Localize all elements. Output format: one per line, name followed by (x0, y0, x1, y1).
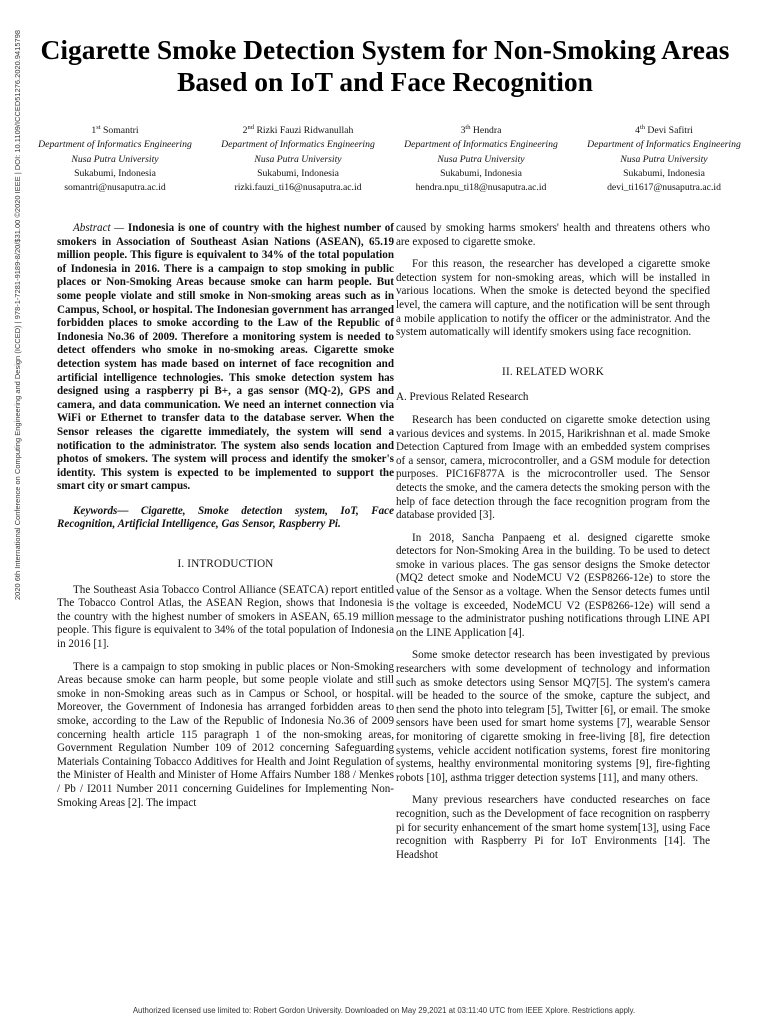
author-block-4 (571, 124, 757, 195)
author-university: Nusa Putra University (620, 153, 708, 165)
license-footer: Authorized licensed use limited to: Robert Gordon University. Downloaded on May 29,2021 at 03:11:40 UTC from IEEE Xplore. Restrictions apply. (132, 1006, 636, 1015)
author-email: devi_ti1617@nusaputra.ac.id (607, 182, 721, 194)
author-city: Sukabumi, Indonesia (440, 167, 522, 179)
intro-paragraph: The Southeast Asia Tobacco Control Alliance (SEATCA) report entitled The Tobacco Control Atlas, the ASEAN Region, shows that Indonesia is the country with the highest number of smokers in ASEAN, 65.19 million people. This figure is equivalent to 34% of the total population of Indonesia in 2016 [1]. (57, 583, 394, 651)
abstract-text: Indonesia is one of country with the highest number of smokers in Association of Southeast Asian Nations (ASEAN), 65.19 million people. This figure is equivalent to 34% of the total population of Indonesia in 2016. There is a campaign to stop smoking in public places or Non-Smoking Areas because smoke can harm people. But some people violate and still smoke in Non-smoking areas such as in Campus, School, or hospital. The Indonesian government has arranged forbidden places to smoke according to the Law of the Republic of Indonesia No.36 of 2009. Therefore a monitoring system is needed to detect offenders who smoke in no-smoking areas. Cigarette smoke detection system has made based on internet of face recognition and artificial intelligence technologies. This smoke detection system has designed using a raspberry pi B+, a gas sensor (MQ-2), GPS and camera, and data communication. We need an internet connection via WiFi or Ethernet to transfer data to the database server. When the Sensor releases the cigarette immediately, the system will send a notification to the administrator. The system also sends location and photos of smokers. The system will process and identify the smoker's identity. This system is expected to be implemented to support the smart city or smart campus. (57, 222, 394, 493)
author-department: Department of Informatics Engineering (38, 139, 192, 151)
keywords (57, 505, 394, 532)
keywords-text: Cigarette, Smoke detection system, IoT, Face Recognition, Artificial Intelligence, Gas Sensor, Raspberry Pi. (57, 504, 394, 531)
abstract: Abstract — Indonesia is one of country with the highest number of smokers in Association of Southeast Asian Nations (ASEAN), 65.19 million people. This figure is equivalent to 34% of the total population of Indonesia in 2016. There is a campaign to stop smoking in public places or Non-Smoking Areas because smoke can harm people. But some people violate and still smoke in Non-smoking areas such as in Campus, School, or hospital. The Indonesian government has arranged forbidden places to smoke according to the Law of the Republic of Indonesia No.36 of 2009. Therefore a monitoring system is needed to detect offenders who smoke in no-smoking areas. Cigarette smoke detection system has made based on internet of face recognition and artificial intelligence technologies. This smoke detection system has designed using a raspberry pi B+, a gas sensor (MQ-2), GPS and camera, and data communication. We need an internet connection via WiFi or Ethernet to transfer data to the database server. When the Sensor releases the cigarette immediately, the system will send a notification to the administrator. The system also sends location and photos of smokers. The system will process and identify the smoker's identity. This system is expected to be implemented to support the smart city or smart campus. (57, 222, 394, 493)
related-work-paragraph: Research has been conducted on cigarette smoke detection using various devices and systems. In 2015, Harikrishnan et al. made Smoke Detection Captured from Image with an embedded system comprises of a sensor, camera, microcontroller, and a GSM module for detection purposes. PIC16F877A is the microcontroller used. The Sensor detects the smoke, and the camera detects the smoking person with the help of face detection through the face recognition program from the database provided [3]. (396, 413, 710, 522)
side-copyright-note: 2020 6th International Conference on Computing Engineering and Design (ICCED) | 978-1-7281-9189-8/20/$31.00 ©2020 IEEE | DOI: 10.1109/ICCED51276.2020.9415798 (13, 29, 22, 600)
paper-title: Cigarette Smoke Detection System for Non-Smoking Areas Based on IoT and Face Recognition (40, 34, 730, 97)
author-name-line: 2nd Rizki Fauzi Ridwanullah (242, 123, 354, 136)
author-university: Nusa Putra University (437, 153, 525, 165)
left-column (57, 222, 394, 819)
author-department: Department of Informatics Engineering (587, 139, 741, 151)
section-heading-introduction: I. INTRODUCTION (177, 558, 274, 571)
author-name-line: 1st Somantri (91, 123, 139, 136)
author-block-1 (22, 124, 208, 195)
section-heading-related-work: II. RELATED WORK (502, 365, 604, 378)
author-department: Department of Informatics Engineering (404, 139, 558, 151)
author-name-line: 4th Devi Safitri (635, 123, 693, 136)
author-department: Department of Informatics Engineering (221, 139, 375, 151)
related-work-paragraph: Some smoke detector research has been investigated by previous researchers with some development of technology and information such as smoke detectors using Sensor MQ7[5]. The system's camera will be headed to the source of the smoke, capture the subject, and then send the photo into telegram [5], Twitter [6], or email. The smoke sensors have been used for smart home systems [7], wearable Sensor for monitoring of cigarette smoking in free-living [8], fire detection systems, vehicle accident notification systems, forest fire monitoring systems, healthy environmental monitoring systems [9], fire-fighting robots [10], asthma trigger detection systems [11], and many others. (396, 649, 710, 784)
intro-paragraph: For this reason, the researcher has developed a cigarette smoke detection system for non-smoking areas, which will be installed in various locations. When the smoke is detected beyond the specified level, the camera will capture, and the notification will be sent through a mobile application to notify the officer or the administrator. And the system automatically will identify smokers using face recognition. (396, 258, 710, 339)
right-column (396, 222, 710, 871)
author-email: hendra.npu_ti18@nusaputra.ac.id (415, 182, 547, 194)
author-block-3 (388, 124, 574, 195)
author-city: Sukabumi, Indonesia (74, 167, 156, 179)
author-city: Sukabumi, Indonesia (623, 167, 705, 179)
keywords-label: Keywords— (73, 504, 129, 517)
author-email: rizki.fauzi_ti16@nusaputra.ac.id (234, 182, 362, 194)
author-city: Sukabumi, Indonesia (257, 167, 339, 179)
author-email: somantri@nusaputra.ac.id (64, 182, 166, 194)
author-block-2 (205, 124, 391, 195)
author-name-line: 3th Hendra (460, 123, 502, 136)
intro-paragraph: There is a campaign to stop smoking in public places or Non-Smoking Areas because smoke can harm people, but some people violate and still smoke in non-Smoking areas such as in Campus or School, or hospital. Moreover, the Government of Indonesia has arranged forbidden areas to smoke, according to the Law of the Republic of Indonesia No.36 of 2009 concerning health article 115 paragraph 1 of the non-smoking areas, Government Regulation Number 109 of 2012 concerning Safeguarding Materials Containing Tobacco Additives for Health and Joint Regulation of the Minister of Health and Minister of Home Affairs Number 188 / Menkes / Pb / I2011 Number 2011 concerning Guidelines for Implementing Non-Smoking Areas [2]. The impact (57, 660, 394, 809)
author-university: Nusa Putra University (71, 153, 159, 165)
subsection-heading: A. Previous Related Research (396, 391, 529, 404)
related-work-paragraph: In 2018, Sancha Panpaeng et al. designed cigarette smoke detectors for Non-Smoking Area in the building. To be used to detect smoke in various places. The gas sensor designs the Smoke detector (MQ2 detect smoke and NodeMCU V2 (ESP8266-12e) to store the value of the Sensor as a voltage. When the Sensor detects fumes until the voltage is exceeded, NodeMCU V2 (ESP8266-12e) will send a message to the administrator pushing notifications through LINE API on the LINE Application [4]. (396, 531, 710, 639)
abstract-label: Abstract (73, 222, 111, 234)
continued-paragraph: caused by smoking harms smokers' health and threatens others who are exposed to cigarette smoke. (396, 222, 710, 248)
related-work-paragraph: Many previous researchers have conducted researches on face recognition, such as the Development of face recognition on raspberry pi for security enhancement of the smart home system[13], using Face recognition with Raspberry Pi for IoT Environments [14]. The Headshot (396, 794, 710, 861)
author-university: Nusa Putra University (254, 153, 342, 165)
